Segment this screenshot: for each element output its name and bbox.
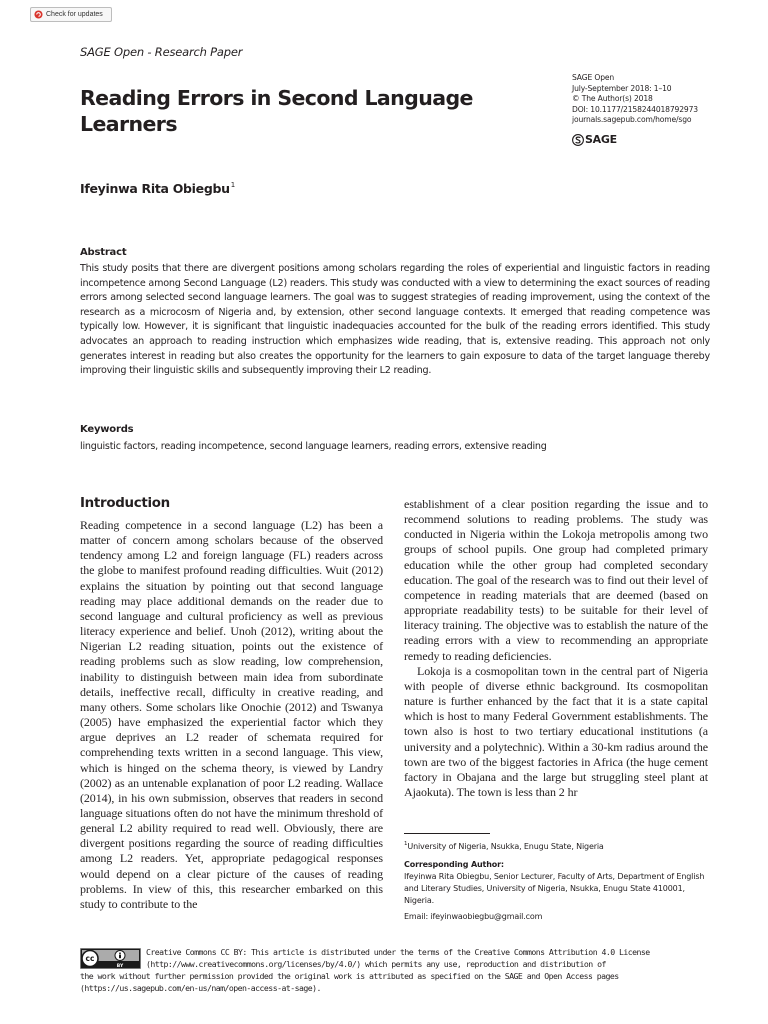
introduction-right-column: [404, 497, 708, 800]
introduction-heading: Introduction: [80, 496, 170, 511]
article-title: Reading Errors in Second Language Learners: [80, 86, 473, 136]
author-email[interactable]: Email: ifeyinwaobiegbu@gmail.com: [404, 912, 543, 921]
journal-url[interactable]: journals.sagepub.com/home/sgo: [572, 115, 692, 124]
copyright: © The Author(s) 2018: [572, 94, 653, 103]
doi[interactable]: DOI: 10.1177/2158244018792973: [572, 104, 698, 114]
sage-logo-icon: [572, 134, 584, 146]
license-text: [80, 946, 720, 994]
license-line[interactable]: (http://www.creativecommons.org/licenses/by/4.0/) which permits any use, reproduction and distribution of: [146, 959, 606, 969]
corresponding-author-heading: Corresponding Author:: [404, 860, 504, 869]
journal-info: [572, 73, 698, 126]
affiliation-mark: 1: [404, 841, 408, 847]
refresh-icon: [34, 10, 43, 19]
abstract-text: This study posits that there are divergent positions among scholars regarding the roles of experiential and linguistic factors in reading incompetence among Second Language (L2) readers. This study was conducted with a view to determining the exact sources of reading errors among selected second language learners. The goal was to suggest strategies of reading improvement, using the context of the research as a microcosm of Nigeria and, by extension, other second language contexts. It emerged that reading competence was typically low. However, it is significant that linguistic inadequacies accounted for the bulk of the reading errors identified. This study advocates an approach to reading instruction which emphasizes wide reading, that is, extensive reading. This approach not only generates interest in reading but also creates the opportunity for the learners to gain exposure to data of the target language thereby improving their linguistic skills and subsequently improving their L2 reading.: [80, 263, 710, 377]
journal-issue: July-September 2018: 1–10: [572, 83, 672, 93]
check-for-updates-label: Check for updates: [46, 11, 103, 18]
keywords-text: linguistic factors, reading incompetence, second language learners, reading errors, extensive reading: [80, 441, 547, 452]
check-for-updates-button[interactable]: [30, 7, 112, 22]
sage-logo-text: SAGE: [585, 133, 617, 146]
keywords-heading: Keywords: [80, 424, 134, 435]
cc-by-label: BY: [116, 964, 124, 969]
abstract-heading: Abstract: [80, 247, 127, 258]
license-line: Creative Commons CC BY: This article is distributed under the terms of the Creative Commons Attribution 4.0 License: [146, 947, 650, 957]
author-affiliation-mark: 1: [230, 181, 235, 189]
footnote-divider: [404, 833, 490, 834]
journal-series: SAGE Open - Research Paper: [80, 45, 243, 59]
introduction-paragraph: Lokoja is a cosmopolitan town in the central part of Nigeria with people of diverse ethnic background. Its cosmopolitan nature is further enhanced by the fact that it is a state capital which is host to many Federal Government establishments. The town also is host to two tertiary educational institutions (a university and a polytechnic). Within a 30-km radius around the town are two of the biggest factories in Africa (the huge cement factory in Obajana and the large but struggling steel plant at Ajaokuta). The town is less than 2 hr: [404, 663, 708, 799]
journal-name: SAGE Open: [572, 73, 615, 82]
introduction-left-column: Reading competence in a second language (L2) has been a matter of concern among scholars because of the observed tendency among L2 and foreign language (FL) readers across the globe to manifest profound reading difficulties. Wuit (2012) explains the situation by pointing out that second language reading may place additional demands on the reader due to second language and cultural proficiency as well as previous literacy experience and belief. Unoh (2012), writing about the Nigerian L2 reading situation, points out the existence of reading problems such as slow reading, low comprehension, inability to distinguish between main idea from subordinate details, ineffective recall, difficulty in creative reading, and many others. Some scholars like Onochie (2012) and Tswanya (2005) have emphasized the experiential factor which they argue deprives an L2 reader of schemata required for comprehending texts written in a second language. This view, which is hinged on the schema theory, is viewed by Landry (2002) as an untenable explanation of poor L2 reading. Wallace (2014), in his own submission, observes that readers in second language situations often do not have the minimum threshold of general L2 ability required to read well. Obviously, there are divergent positions regarding the source of reading difficulties among L2 readers. Yet, appropriate pedagogical responses would depend on a clear picture of the causes of reading problems. In view of this, this researcher embarked on this study to contribute to the: [80, 518, 383, 911]
license-line[interactable]: (https://us.sagepub.com/en-us/nam/open-access-at-sage).: [80, 983, 321, 993]
sage-logo: [572, 133, 617, 146]
affiliation-footnote: $^1$University of Nigeria, Nsukka, Enugu State, Nigeria: [404, 841, 604, 851]
corresponding-author-text: Ifeyinwa Rita Obiegbu, Senior Lecturer, Faculty of Arts, Department of English and Literary Studies, University of Nigeria, Nsukka, Enugu State 410001, Nigeria.: [404, 872, 705, 905]
license-line: the work without further permission provided the original work is attributed as specified on the SAGE and Open Access pages: [80, 971, 619, 981]
author-name: Ifeyinwa Rita Obiegbu$^1$: [80, 181, 235, 196]
introduction-paragraph: establishment of a clear position regarding the issue and to recommend solutions to reading problems. The study was conducted in Nigeria within the Lokoja metropolis among two groups of school pupils. One group had completed primary education while the other group had completed secondary education. The goal of the research was to find out their level of competence in reading materials that are deemed (based on appropriate readability tests) to be suitable for their level of literacy training. The objective was to establish the nature of the reading errors with a view to recommending an appropriate remedy to reading deficiencies.: [404, 497, 708, 663]
svg-text:cc: cc: [85, 954, 95, 964]
